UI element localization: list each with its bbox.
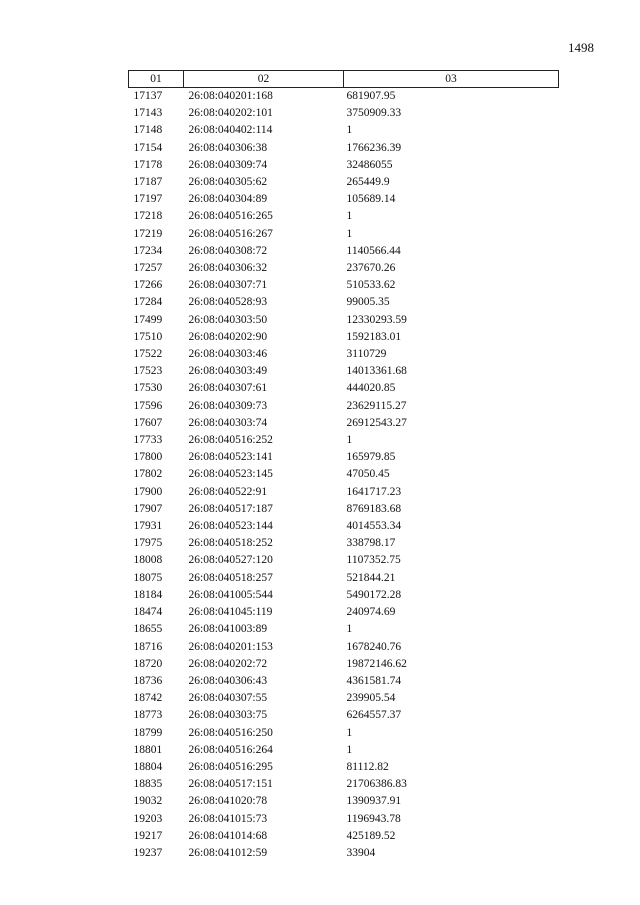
table-row bbox=[129, 552, 559, 569]
cell-id: 17143 bbox=[133, 107, 163, 120]
table-row bbox=[129, 243, 559, 260]
cell-value: 47050.45 bbox=[346, 468, 390, 481]
table-row bbox=[129, 191, 559, 208]
cell-id: 17154 bbox=[133, 141, 163, 154]
table-row bbox=[129, 828, 559, 845]
table-row bbox=[129, 398, 559, 415]
cell-value: 1107352.75 bbox=[346, 554, 401, 567]
cell-value: 1641717.23 bbox=[346, 485, 402, 498]
table-row bbox=[129, 621, 559, 638]
cell-cadastral-number: 26:08:040304:89 bbox=[188, 193, 268, 206]
cell-cadastral-number: 26:08:041005:544 bbox=[188, 588, 273, 601]
cell-value: 1766236.39 bbox=[346, 141, 402, 154]
data-table bbox=[128, 70, 559, 862]
cell-id: 17187 bbox=[133, 176, 163, 189]
cell-value: 1 bbox=[346, 210, 353, 223]
cell-value: 510533.62 bbox=[346, 279, 396, 292]
cell-value: 19872146.62 bbox=[346, 657, 407, 670]
table-row bbox=[129, 707, 559, 724]
cell-value: 99005.35 bbox=[346, 296, 390, 309]
cell-id: 17733 bbox=[133, 434, 163, 447]
table-row bbox=[129, 294, 559, 311]
cell-cadastral-number: 26:08:040528:93 bbox=[188, 296, 268, 309]
cell-value: 4361581.74 bbox=[346, 674, 402, 687]
cell-cadastral-number: 26:08:040516:250 bbox=[188, 726, 273, 739]
cell-id: 18773 bbox=[133, 709, 163, 722]
cell-id: 17219 bbox=[133, 227, 163, 240]
cell-cadastral-number: 26:08:041012:59 bbox=[188, 846, 268, 859]
cell-value: 1140566.44 bbox=[346, 244, 401, 257]
cell-id: 17148 bbox=[133, 124, 163, 137]
cell-cadastral-number: 26:08:040518:257 bbox=[188, 571, 273, 584]
page-number: 1498 bbox=[568, 40, 594, 55]
cell-value: 33904 bbox=[346, 846, 376, 859]
table-row bbox=[129, 656, 559, 673]
cell-cadastral-number: 26:08:040517:187 bbox=[188, 502, 273, 515]
cell-cadastral-number: 26:08:040516:252 bbox=[188, 434, 273, 447]
cell-id: 17499 bbox=[133, 313, 163, 326]
cell-cadastral-number: 26:08:041015:73 bbox=[188, 812, 268, 825]
cell-id: 17800 bbox=[133, 451, 163, 464]
cell-id: 17522 bbox=[133, 348, 163, 361]
table-row bbox=[129, 742, 559, 759]
cell-cadastral-number: 26:08:040306:32 bbox=[188, 262, 268, 275]
cell-id: 17975 bbox=[133, 537, 163, 550]
table-row bbox=[129, 484, 559, 501]
cell-id: 17802 bbox=[133, 468, 163, 481]
cell-id: 19217 bbox=[133, 829, 163, 842]
table-row bbox=[129, 329, 559, 346]
cell-id: 17900 bbox=[133, 485, 163, 498]
cell-id: 19203 bbox=[133, 812, 163, 825]
table-row bbox=[129, 346, 559, 363]
table-row bbox=[129, 226, 559, 243]
cell-id: 17530 bbox=[133, 382, 163, 395]
table-row bbox=[129, 208, 559, 225]
cell-value: 3110729 bbox=[346, 348, 387, 361]
table-row bbox=[129, 466, 559, 483]
cell-value: 425189.52 bbox=[346, 829, 396, 842]
cell-cadastral-number: 26:08:040202:72 bbox=[188, 657, 268, 670]
table-row bbox=[129, 174, 559, 191]
cell-id: 17284 bbox=[133, 296, 163, 309]
cell-id: 17907 bbox=[133, 502, 163, 515]
cell-cadastral-number: 26:08:040305:62 bbox=[188, 176, 268, 189]
cell-value: 21706386.83 bbox=[346, 778, 407, 791]
cell-cadastral-number: 26:08:040202:90 bbox=[188, 330, 268, 343]
cell-cadastral-number: 26:08:040308:72 bbox=[188, 244, 268, 257]
table-row bbox=[129, 673, 559, 690]
cell-value: 23629115.27 bbox=[346, 399, 407, 412]
cell-value: 105689.14 bbox=[346, 193, 396, 206]
cell-cadastral-number: 26:08:040522:91 bbox=[188, 485, 268, 498]
cell-cadastral-number: 26:08:040518:252 bbox=[188, 537, 273, 550]
cell-value: 14013361.68 bbox=[346, 365, 407, 378]
cell-value: 4014553.34 bbox=[346, 520, 402, 533]
cell-value: 444020.85 bbox=[346, 382, 396, 395]
cell-cadastral-number: 26:08:040516:295 bbox=[188, 760, 273, 773]
cell-id: 17178 bbox=[133, 158, 163, 171]
cell-value: 6264557.37 bbox=[346, 709, 402, 722]
cell-value: 5490172.28 bbox=[346, 588, 402, 601]
cell-value: 1 bbox=[346, 726, 353, 739]
cell-id: 18716 bbox=[133, 640, 163, 653]
table-body bbox=[129, 88, 559, 863]
table-header bbox=[129, 71, 559, 88]
table-row bbox=[129, 122, 559, 139]
cell-id: 18742 bbox=[133, 692, 163, 705]
table-row bbox=[129, 157, 559, 174]
cell-value: 26912543.27 bbox=[346, 416, 407, 429]
table-row bbox=[129, 501, 559, 518]
cell-value: 1 bbox=[346, 124, 353, 137]
cell-value: 338798.17 bbox=[346, 537, 396, 550]
table-row bbox=[129, 363, 559, 380]
cell-cadastral-number: 26:08:040516:265 bbox=[188, 210, 273, 223]
cell-id: 17266 bbox=[133, 279, 163, 292]
cell-id: 17931 bbox=[133, 520, 163, 533]
cell-value: 240974.69 bbox=[346, 606, 396, 619]
cell-value: 239905.54 bbox=[346, 692, 396, 705]
table-row bbox=[129, 604, 559, 621]
cell-cadastral-number: 26:08:040527:120 bbox=[188, 554, 273, 567]
cell-id: 17197 bbox=[133, 193, 163, 206]
cell-value: 1 bbox=[346, 623, 353, 636]
table-row bbox=[129, 535, 559, 552]
cell-cadastral-number: 26:08:040402:114 bbox=[188, 124, 273, 137]
cell-cadastral-number: 26:08:040307:71 bbox=[188, 279, 268, 292]
cell-value: 81112.82 bbox=[346, 760, 389, 773]
cell-id: 18801 bbox=[133, 743, 163, 756]
table-row bbox=[129, 260, 559, 277]
cell-cadastral-number: 26:08:040201:153 bbox=[188, 640, 273, 653]
table-row bbox=[129, 811, 559, 828]
cell-value: 1 bbox=[346, 227, 353, 240]
cell-cadastral-number: 26:08:040309:74 bbox=[188, 158, 268, 171]
cell-value: 12330293.59 bbox=[346, 313, 407, 326]
table-row bbox=[129, 776, 559, 793]
cell-id: 17510 bbox=[133, 330, 163, 343]
column-header-01: 01 bbox=[129, 71, 184, 88]
table-row bbox=[129, 587, 559, 604]
cell-id: 18736 bbox=[133, 674, 163, 687]
cell-cadastral-number: 26:08:040517:151 bbox=[188, 778, 273, 791]
cell-id: 18835 bbox=[133, 778, 163, 791]
cell-id: 17137 bbox=[133, 90, 163, 102]
cell-value: 1390937.91 bbox=[346, 795, 402, 808]
cell-cadastral-number: 26:08:041020:78 bbox=[188, 795, 268, 808]
table-row bbox=[129, 518, 559, 535]
table-row bbox=[129, 312, 559, 329]
cell-id: 17523 bbox=[133, 365, 163, 378]
cell-cadastral-number: 26:08:040201:168 bbox=[188, 90, 273, 102]
table-row bbox=[129, 277, 559, 294]
cell-value: 265449.9 bbox=[346, 176, 390, 189]
cell-id: 17607 bbox=[133, 416, 163, 429]
column-header-03: 03 bbox=[344, 71, 559, 88]
cell-cadastral-number: 26:08:040523:145 bbox=[188, 468, 273, 481]
cell-cadastral-number: 26:08:040303:46 bbox=[188, 348, 268, 361]
column-header-02: 02 bbox=[184, 71, 344, 88]
cell-id: 18184 bbox=[133, 588, 163, 601]
table-row bbox=[129, 845, 559, 862]
table-row bbox=[129, 380, 559, 397]
cell-value: 237670.26 bbox=[346, 262, 396, 275]
table-row bbox=[129, 690, 559, 707]
cell-cadastral-number: 26:08:040516:267 bbox=[188, 227, 273, 240]
table-row bbox=[129, 105, 559, 122]
cell-value: 1 bbox=[346, 434, 353, 447]
cell-id: 19237 bbox=[133, 846, 163, 859]
table-row bbox=[129, 432, 559, 449]
cell-id: 18655 bbox=[133, 623, 163, 636]
cell-value: 521844.21 bbox=[346, 571, 396, 584]
cell-cadastral-number: 26:08:040309:73 bbox=[188, 399, 268, 412]
cell-cadastral-number: 26:08:040303:74 bbox=[188, 416, 268, 429]
cell-id: 19032 bbox=[133, 795, 163, 808]
cell-cadastral-number: 26:08:041045:119 bbox=[188, 606, 273, 619]
cell-cadastral-number: 26:08:040306:38 bbox=[188, 141, 268, 154]
cell-id: 18474 bbox=[133, 606, 163, 619]
cell-cadastral-number: 26:08:040523:144 bbox=[188, 520, 273, 533]
cell-id: 18804 bbox=[133, 760, 163, 773]
cell-cadastral-number: 26:08:040306:43 bbox=[188, 674, 268, 687]
cell-id: 17257 bbox=[133, 262, 163, 275]
table-row bbox=[129, 449, 559, 466]
cell-value: 681907.95 bbox=[346, 90, 396, 102]
table-row bbox=[129, 415, 559, 432]
cell-cadastral-number: 26:08:040523:141 bbox=[188, 451, 273, 464]
cell-value: 3750909.33 bbox=[346, 107, 402, 120]
table-row bbox=[129, 759, 559, 776]
cell-id: 18799 bbox=[133, 726, 163, 739]
cell-id: 17234 bbox=[133, 244, 163, 257]
cell-cadastral-number: 26:08:040516:264 bbox=[188, 743, 273, 756]
cell-cadastral-number: 26:08:041003:89 bbox=[188, 623, 268, 636]
cell-value: 1678240.76 bbox=[346, 640, 402, 653]
table-row bbox=[129, 793, 559, 810]
cell-value: 1196943.78 bbox=[346, 812, 401, 825]
cell-cadastral-number: 26:08:040307:55 bbox=[188, 692, 268, 705]
cell-id: 18008 bbox=[133, 554, 163, 567]
cell-id: 17596 bbox=[133, 399, 163, 412]
table-row bbox=[129, 88, 559, 106]
cell-cadastral-number: 26:08:040303:49 bbox=[188, 365, 268, 378]
cell-cadastral-number: 26:08:040303:75 bbox=[188, 709, 268, 722]
cell-id: 18720 bbox=[133, 657, 163, 670]
table-row bbox=[129, 140, 559, 157]
cell-value: 1 bbox=[346, 743, 353, 756]
cell-value: 32486055 bbox=[346, 158, 393, 171]
cell-cadastral-number: 26:08:041014:68 bbox=[188, 829, 268, 842]
cell-cadastral-number: 26:08:040202:101 bbox=[188, 107, 273, 120]
cell-cadastral-number: 26:08:040307:61 bbox=[188, 382, 268, 395]
cell-value: 165979.85 bbox=[346, 451, 396, 464]
cell-id: 17218 bbox=[133, 210, 163, 223]
table-row bbox=[129, 725, 559, 742]
table-row bbox=[129, 570, 559, 587]
cell-cadastral-number: 26:08:040303:50 bbox=[188, 313, 268, 326]
cell-value: 1592183.01 bbox=[346, 330, 402, 343]
cell-id: 18075 bbox=[133, 571, 163, 584]
cell-value: 8769183.68 bbox=[346, 502, 402, 515]
data-table-container bbox=[128, 70, 558, 862]
table-row bbox=[129, 639, 559, 656]
